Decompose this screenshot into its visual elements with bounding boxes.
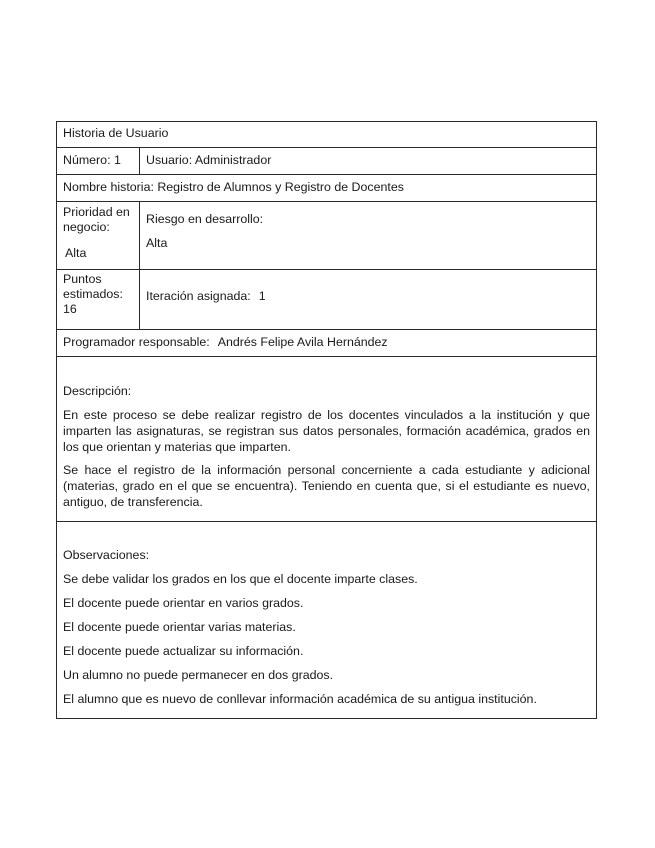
observation-item: El docente puede orientar varias materias. [63, 620, 296, 634]
iteration-value: 1 [258, 289, 266, 303]
priority-risk-row [57, 202, 596, 270]
description-row [57, 357, 596, 522]
observation-item: El docente puede orientar en varios grados. [63, 596, 304, 610]
programmer-value: Andrés Felipe Avila Hernández [217, 335, 388, 349]
risk-value: Alta [146, 236, 168, 250]
number-user-row [57, 148, 596, 175]
header-row [57, 122, 596, 148]
points-label: Puntos estimados: [63, 272, 123, 301]
iteration-label: Iteración asignada: [146, 289, 251, 303]
description-paragraph: En este proceso se debe realizar registro de los docentes vinculados a la institución y que imparten las asignaturas, se registran sus datos personales, formación académica, grados en los que orientan y materias que imparten. [63, 408, 590, 454]
risk-cell [140, 202, 596, 269]
programmer-cell [57, 330, 596, 356]
story-number: Número: 1 [57, 148, 140, 174]
priority-cell [57, 202, 140, 269]
description-paragraph: Se hace el registro de la información personal concerniente a cada estudiante y adicional (materias, grado en el que se encuentra). Teniendo en cuenta que, si el estudiante es nuevo, antiguo, de transferencia. [63, 463, 590, 509]
story-name-row [57, 175, 596, 202]
programmer-row [57, 330, 596, 357]
observation-item: El docente puede actualizar su información. [63, 644, 304, 658]
priority-value: Alta [65, 246, 87, 260]
priority-label: Prioridad en negocio: [63, 205, 130, 234]
observations-cell [57, 522, 596, 718]
observations-label: Observaciones: [63, 548, 150, 562]
programmer-label: Programador responsable: [63, 335, 210, 349]
description-cell [57, 357, 596, 521]
observation-item: Se debe validar los grados en los que el docente imparte clases. [63, 572, 418, 586]
observation-item: El alumno que es nuevo de conllevar información académica de su antigua institución. [63, 692, 537, 706]
observation-item: Un alumno no puede permanecer en dos grados. [63, 668, 334, 682]
points-value: 16 [63, 302, 77, 316]
description-label: Descripción: [63, 384, 132, 398]
points-cell [57, 270, 140, 329]
observations-row [57, 522, 596, 718]
user-story-table [56, 121, 597, 719]
points-iteration-row [57, 270, 596, 330]
iteration-cell [140, 270, 596, 329]
story-header: Historia de Usuario [63, 126, 169, 140]
risk-label: Riesgo en desarrollo: [146, 212, 264, 226]
story-user: Usuario: Administrador [146, 153, 272, 167]
story-name: Nombre historia: Registro de Alumnos y Registro de Docentes [63, 180, 404, 194]
